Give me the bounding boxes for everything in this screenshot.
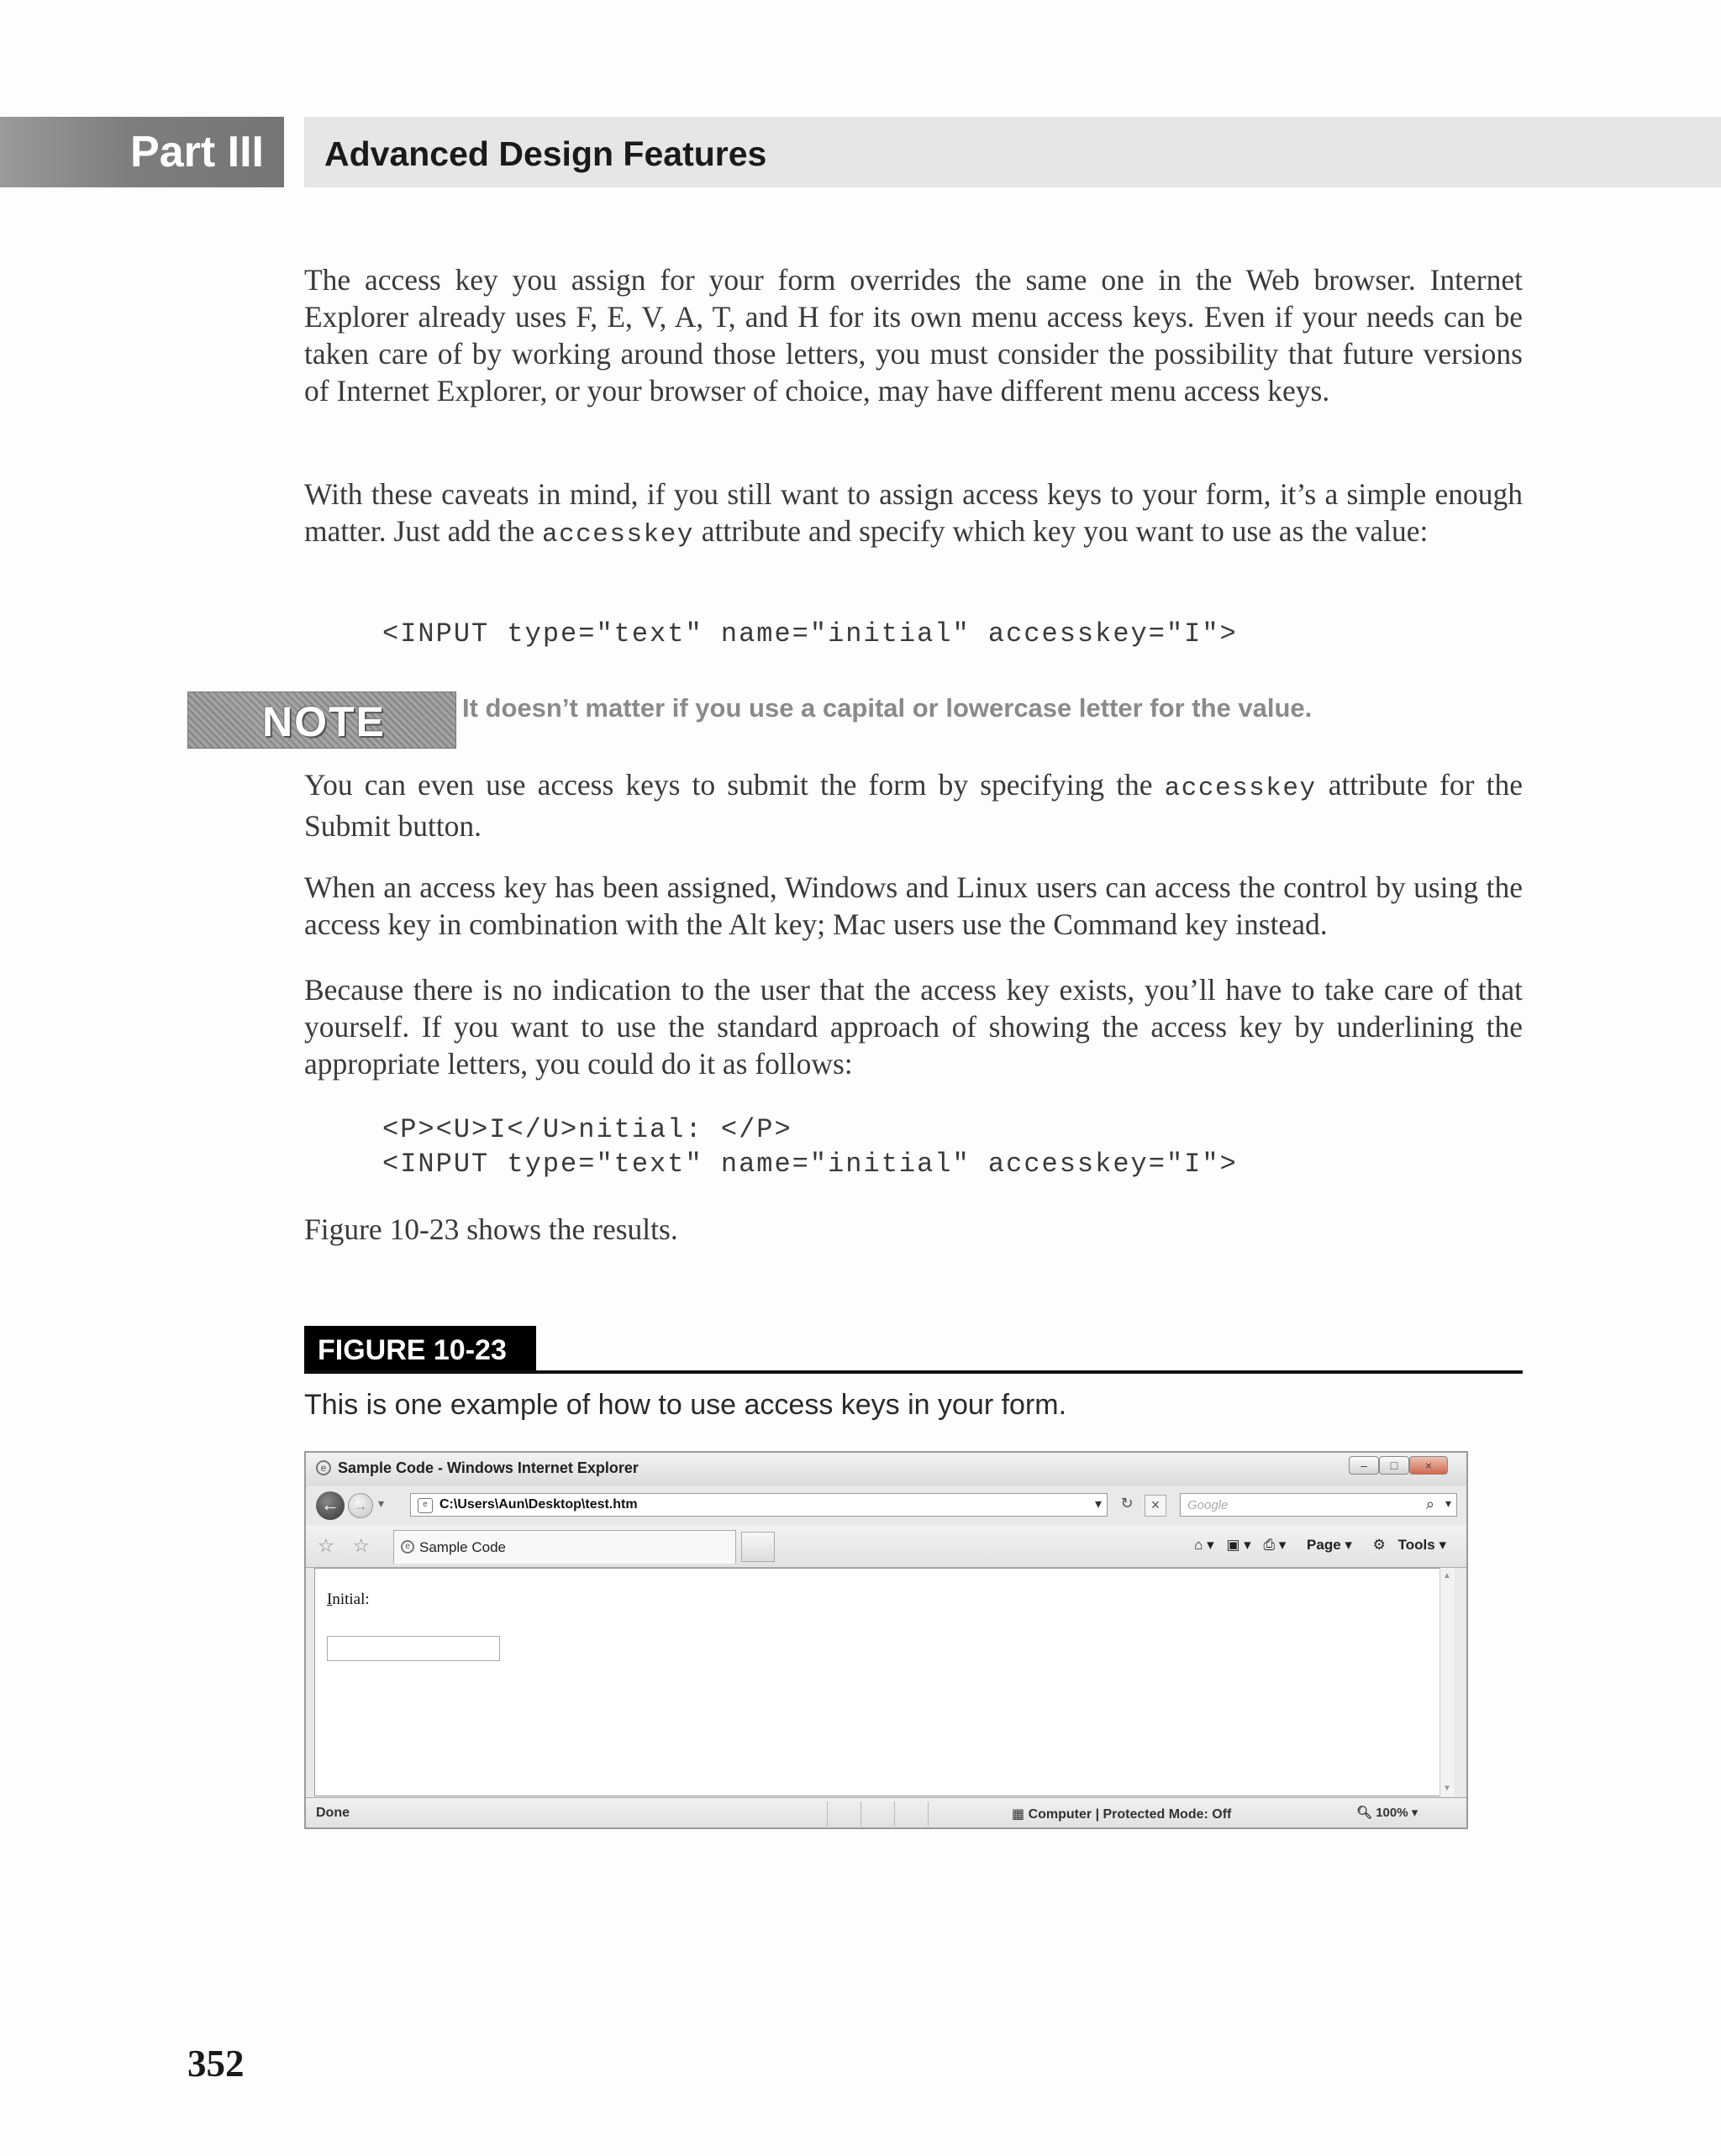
status-done: Done [316, 1806, 350, 1820]
status-separator [928, 1801, 929, 1827]
inline-code-accesskey: accesskey [541, 520, 694, 550]
tab-title: Sample Code [419, 1539, 507, 1555]
paragraph-2-text-a: With these caveats in mind, if you still want to assign access keys to your form, it’s a simple enough matter. Just add the [304, 477, 1523, 548]
initial-label [327, 1591, 370, 1609]
home-icon[interactable]: ⌂ ▾ [1194, 1537, 1214, 1553]
recent-pages-dropdown-icon[interactable]: ▾ [378, 1496, 385, 1510]
status-separator [860, 1801, 861, 1827]
status-bar [306, 1797, 1466, 1829]
forward-button[interactable]: → [348, 1493, 373, 1518]
paragraph-3-text-b: attribute for the Submit button. [304, 768, 1523, 843]
address-dropdown-icon[interactable]: ▾ [1094, 1497, 1102, 1512]
paragraph-5: Because there is no indication to the user that the access key exists, you’ll have to take care of that yourself. If you want to use the standard approach of showing the access key by underlining the appropriate letters, you could do it as follows: [304, 973, 1523, 1081]
status-separator [894, 1801, 895, 1827]
page-icon: e [418, 1498, 433, 1513]
tools-gear-icon: ⚙ [1372, 1537, 1386, 1553]
address-row [306, 1486, 1466, 1525]
browser-window [304, 1451, 1468, 1829]
stop-icon[interactable]: × [1145, 1495, 1166, 1517]
back-button[interactable]: ← [316, 1491, 345, 1520]
security-zone[interactable]: ▦ Computer | Protected Mode: Off [1012, 1807, 1232, 1822]
figure-caption: This is one example of how to use access keys in your form. [304, 1389, 1067, 1421]
address-text: C:\Users\Aun\Desktop\test.htm [439, 1497, 638, 1512]
zoom-level[interactable]: 🔍︎ 100% ▾ [1356, 1806, 1418, 1820]
favorites-star-icon[interactable]: ☆ [318, 1535, 334, 1556]
search-dropdown-icon[interactable]: ▾ [1445, 1496, 1451, 1510]
paragraph-3 [304, 766, 1523, 844]
tools-menu[interactable]: ⚙ Tools ▾ [1372, 1537, 1446, 1553]
window-controls [1349, 1456, 1448, 1476]
close-icon[interactable]: × [1409, 1456, 1448, 1475]
tab-row [306, 1525, 1466, 1568]
paragraph-4: When an access key has been assigned, Windows and Linux users can access the control by using the access key in combination with the Alt key; Mac users use the Command key instead. [304, 870, 1523, 941]
note-badge [187, 691, 456, 749]
paragraph-1: The access key you assign for your form overrides the same one in the Web browser. Internet Explorer already uses F, E, V, A, T, and H for its own menu access keys. Even if your needs can be taken care of by working around those letters, you must consider the possibility that future versions of Internet Explorer, or your browser of choice, may have different menu access keys. [304, 263, 1523, 408]
page-content [314, 1568, 1445, 1796]
inline-code-accesskey-2: accesskey [1164, 774, 1317, 803]
code-block-2-line-2: <INPUT type="text" name="initial" accesskey="I"> [382, 1149, 1238, 1180]
add-favorites-icon[interactable]: ☆ [353, 1535, 370, 1556]
code-block-1: <INPUT type="text" name="initial" accesskey="I"> [382, 618, 1238, 649]
figure-rule [304, 1370, 1523, 1374]
address-bar[interactable] [410, 1493, 1108, 1517]
scroll-up-icon[interactable]: ▲ [1443, 1571, 1451, 1580]
section-title: Advanced Design Features [304, 117, 1721, 187]
minimize-icon[interactable]: – [1349, 1456, 1379, 1475]
code-block-2-line-1: <P><U>I</U>nitial: </P> [382, 1114, 792, 1145]
tab-sample-code[interactable] [393, 1530, 736, 1564]
maximize-icon[interactable]: □ [1379, 1456, 1409, 1475]
search-icon[interactable]: ⌕ [1425, 1496, 1434, 1512]
part-label: Part III [0, 117, 284, 187]
paragraph-2 [304, 476, 1523, 554]
tab-ie-icon: e [401, 1540, 414, 1554]
command-bar [1186, 1537, 1446, 1554]
ie-logo-icon: e [316, 1460, 331, 1475]
page-menu[interactable]: Page ▾ [1307, 1537, 1352, 1553]
initial-input[interactable] [327, 1636, 500, 1661]
paragraph-3-text-a: You can even use access keys to submit the form by specifying the [304, 768, 1165, 802]
search-placeholder: Google [1187, 1498, 1229, 1512]
print-icon[interactable]: ⎙ ▾ [1263, 1537, 1287, 1553]
note-text: It doesn’t matter if you use a capital or lowercase letter for the value. [462, 693, 1313, 723]
refresh-icon[interactable]: ↻ [1120, 1495, 1134, 1512]
zoom-value: 100% [1376, 1806, 1408, 1820]
figure-label: FIGURE 10-23 [304, 1326, 536, 1373]
feeds-icon[interactable]: ▣ ▾ [1226, 1537, 1251, 1553]
browser-window-title: Sample Code - Windows Internet Explorer [338, 1459, 639, 1476]
initial-label-accesskey: I [327, 1591, 333, 1608]
initial-label-rest: nitial: [332, 1591, 370, 1608]
vertical-scrollbar[interactable] [1439, 1568, 1455, 1796]
tools-menu-label: Tools [1397, 1537, 1435, 1553]
page-number: 352 [187, 2043, 245, 2085]
note-badge-label: NOTE [262, 698, 386, 745]
status-separator [827, 1801, 828, 1827]
security-zone-text: Computer | Protected Mode: Off [1028, 1807, 1232, 1822]
browser-title-bar [306, 1453, 1466, 1486]
search-box[interactable] [1180, 1493, 1457, 1517]
paragraph-6: Figure 10-23 shows the results. [304, 1212, 678, 1246]
page-menu-label: Page [1307, 1537, 1341, 1553]
new-tab-button[interactable] [741, 1532, 775, 1562]
paragraph-2-text-b: attribute and specify which key you want to use as the value: [693, 514, 1429, 548]
scroll-down-icon[interactable]: ▼ [1443, 1784, 1451, 1793]
